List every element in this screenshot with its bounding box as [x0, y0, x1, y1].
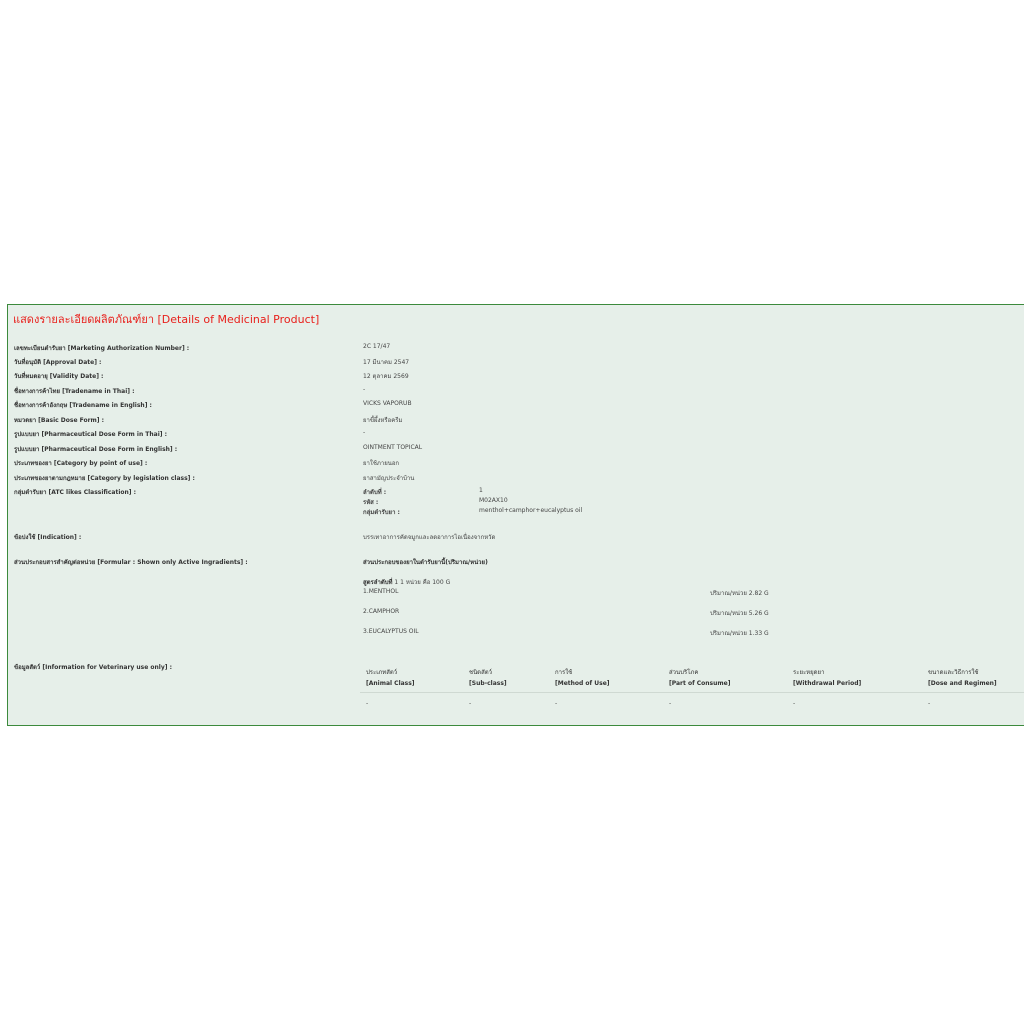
formula-sub-header [363, 577, 450, 587]
indication-label: ข้อบ่งใช้ [Indication] : [14, 534, 82, 541]
field-value: ยาสามัญประจำบ้าน [363, 475, 415, 482]
ingredient-amount: ปริมาณ/หน่วย 5.26 G [710, 610, 769, 617]
field-value: OINTMENT TOPICAL [363, 444, 423, 451]
field-label: ประเภทของยา [Category by point of use] : [14, 460, 148, 467]
field-label: เลขทะเบียนตำรับยา [Marketing Authorization Number] : [14, 345, 190, 352]
vet-col-th: ชนิดสัตว์ [469, 669, 492, 676]
vet-cell: - [469, 700, 472, 707]
vet-cell: - [555, 700, 558, 707]
ingredient-amount: ปริมาณ/หน่วย 1.33 G [710, 630, 769, 637]
atc-label: กลุ่มตำรับยา [ATC likes Classification] : [14, 489, 137, 496]
atc-order-value: 1 [479, 487, 483, 494]
ingredient-name: 2.CAMPHOR [363, 608, 400, 615]
formula-label: ส่วนประกอบสารสำคัญต่อหน่วย [Formular : Shown only Active Ingradients] : [14, 559, 248, 566]
vet-col-header [669, 667, 730, 689]
vet-col-en: [Animal Class] [366, 680, 415, 687]
atc-group-label: กลุ่มตำรับยา : [363, 509, 400, 516]
vet-label: ข้อมูลสัตว์ [Information for Veterinary use only] : [14, 664, 172, 671]
field-value: ยาขี้ผึ้งหรือครีม [363, 417, 403, 424]
vet-cell: - [793, 700, 796, 707]
vet-col-th: การใช้ [555, 669, 573, 676]
ingredient-name: 1.MENTHOL [363, 588, 399, 595]
indication-value: บรรเทาอาการคัดจมูกและลดอาการไอเนื่องจากหวัด [363, 534, 496, 541]
field-label: รูปแบบยา [Pharmaceutical Dose Form in English] : [14, 446, 178, 453]
page-title: แสดงรายละเอียดผลิตภัณฑ์ยา [Details of Medicinal Product] [13, 313, 320, 326]
vet-col-en: [Sub-class] [469, 680, 507, 687]
vet-col-th: ขนาดและวิธีการใช้ [928, 669, 979, 676]
product-details-panel [7, 304, 1024, 726]
ingredient-amount: ปริมาณ/หน่วย 2.82 G [710, 590, 769, 597]
field-value: 12 ตุลาคม 2569 [363, 373, 409, 380]
atc-group-value: menthol+camphor+eucalyptus oil [479, 507, 583, 514]
vet-cell: - [366, 700, 369, 707]
field-label: วันที่อนุมัติ [Approval Date] : [14, 359, 102, 366]
field-value: 2C 17/47 [363, 343, 391, 350]
field-value: VICKS VAPORUB [363, 400, 412, 407]
vet-col-header [928, 667, 997, 689]
atc-order-label: ลำดับที่ : [363, 489, 387, 496]
field-value: ยาใช้ภายนอก [363, 460, 400, 467]
vet-col-header [469, 667, 507, 689]
field-label: ชื่อทางการค้าไทย [Tradename in Thai] : [14, 388, 135, 395]
vet-cell: - [928, 700, 931, 707]
field-label: ชื่อทางการค้าอังกฤษ [Tradename in English] : [14, 402, 152, 409]
vet-col-th: ระยะหยุดยา [793, 669, 825, 676]
field-value: 17 มีนาคม 2547 [363, 359, 410, 366]
formula-order-label: สูตรลำดับที่ [363, 579, 393, 586]
vet-col-en: [Part of Consume] [669, 680, 731, 687]
field-value: - [363, 386, 366, 393]
formula-header: ส่วนประกอบของยาในตำรับยานี้(ปริมาณ/หน่วย) [363, 559, 488, 566]
field-label: ประเภทของยาตามกฎหมาย [Category by legislation class] : [14, 475, 195, 482]
vet-divider [360, 692, 1024, 693]
field-label: วันที่หมดอายุ [Validity Date] : [14, 373, 104, 380]
field-label: รูปแบบยา [Pharmaceutical Dose Form in Thai] : [14, 431, 168, 438]
field-label: หมวดยา [Basic Dose Form] : [14, 417, 105, 424]
field-value: - [363, 429, 366, 436]
vet-col-en: [Dose and Regimen] [928, 680, 997, 687]
formula-unit-text: 1 1 หน่วย คือ 100 G [394, 579, 451, 586]
atc-code-label: รหัส : [363, 499, 379, 506]
vet-cell: - [669, 700, 672, 707]
vet-col-th: ประเภทสัตว์ [366, 669, 398, 676]
vet-col-header [793, 667, 861, 689]
atc-code-value: M02AX10 [479, 497, 508, 504]
vet-col-header [555, 667, 610, 689]
vet-col-th: ส่วนบริโภค [669, 669, 699, 676]
vet-col-en: [Method of Use] [555, 680, 610, 687]
vet-col-header [366, 667, 415, 689]
ingredient-name: 3.EUCALYPTUS OIL [363, 628, 419, 635]
vet-col-en: [Withdrawal Period] [793, 680, 862, 687]
